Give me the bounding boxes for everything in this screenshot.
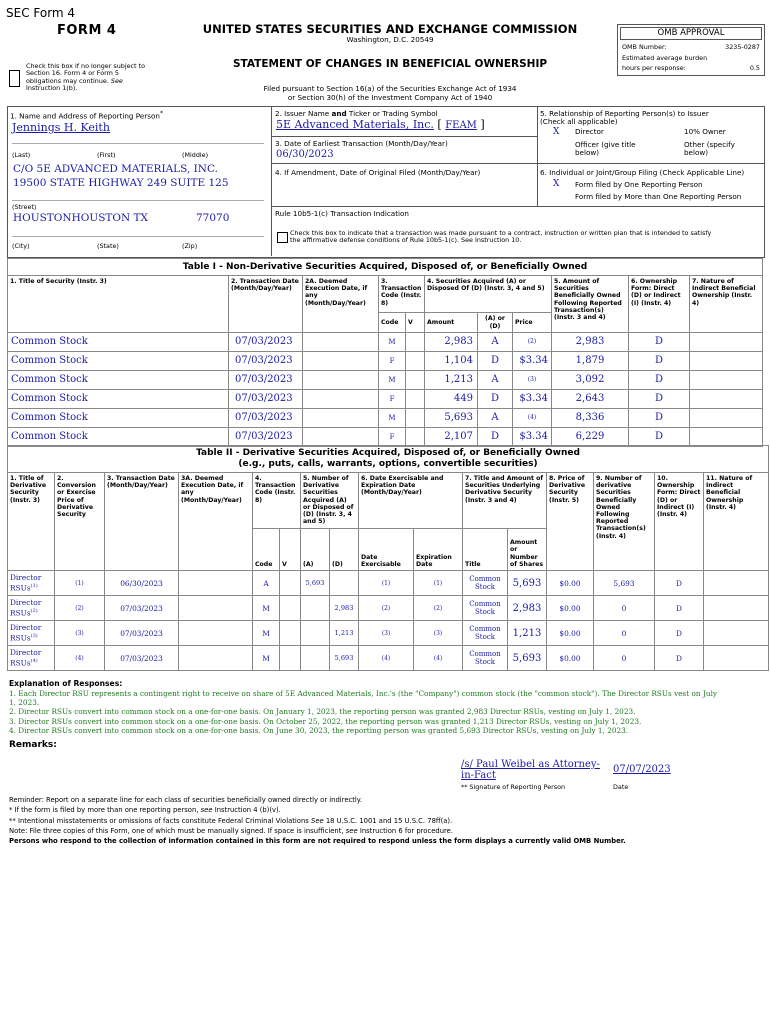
t1-price-cell: $3.34	[513, 352, 552, 371]
t2-sub-v: V	[280, 529, 301, 571]
t1-amount-cell: 2,107	[425, 428, 478, 447]
t1-sub-code: Code	[379, 313, 406, 333]
t1-h7: 7. Nature of Indirect Beneficial Ownership (Instr. 4)	[690, 276, 763, 333]
t1-nature-cell	[690, 371, 763, 390]
t2-code-cell: M	[253, 646, 280, 671]
t1-deemed-cell	[303, 371, 379, 390]
t2-a-cell	[301, 621, 330, 646]
t1-h2a: 2A. Deemed Execution Date, if any (Month/Day/Year)	[303, 276, 379, 333]
t1-price-cell: (3)	[513, 371, 552, 390]
t2-shares-cell: 5,693	[508, 646, 547, 671]
t1-date-cell: 07/03/2023	[229, 428, 303, 447]
t2-a-cell	[301, 596, 330, 621]
t1-ad-cell: D	[478, 390, 513, 409]
t1-sub-v: V	[406, 313, 425, 333]
t2-conv-cell: (2)	[55, 596, 105, 621]
t2-v-cell	[280, 596, 301, 621]
t2-sub-a: (A)	[301, 529, 330, 571]
t2-ut-cell	[463, 646, 508, 671]
reporting-person-name[interactable]: Jennings H. Keith	[12, 121, 110, 134]
t2-de-cell: (2)	[359, 596, 414, 621]
t2-nature-cell	[704, 596, 769, 621]
t1-price-cell: $3.34	[513, 390, 552, 409]
t2-h1: 1. Title of Derivative Security (Instr. 3)	[8, 473, 55, 571]
table2-row	[8, 596, 769, 621]
t2-owned-cell: 0	[594, 596, 655, 621]
t1-title-cell: Common Stock	[8, 371, 229, 390]
t1-v-cell	[406, 409, 425, 428]
rule-checkbox[interactable]	[277, 232, 288, 243]
t2-h10: 10. Ownership Form: Direct (D) or Indirect (I) (Instr. 4)	[655, 473, 704, 571]
t2-ut-line1: Common	[469, 575, 501, 583]
omb-burden-value: 0.5	[749, 64, 760, 72]
more-person-label: Form filed by More than One Reporting Person	[575, 192, 742, 201]
t2-de-cell: (1)	[359, 571, 414, 596]
other-label: Other (specify below)	[684, 140, 735, 158]
signature-date: 07/07/2023	[613, 764, 671, 775]
t1-h3: 3. Transaction Code (Instr. 8)	[379, 276, 425, 313]
explanation-notes	[9, 690, 761, 736]
t1-form-cell: D	[629, 333, 690, 352]
t2-ed-cell: (3)	[414, 621, 463, 646]
table2-row	[8, 571, 769, 596]
t1-v-cell	[406, 390, 425, 409]
t2-owned-cell: 0	[594, 621, 655, 646]
table2-title: Table II - Derivative Securities Acquired, Disposed of, or Beneficially Owned (e.g., puts, calls, warrants, options, convertible securities)	[8, 446, 769, 473]
footer-note: Note: File three copies of this Form, one of which must be manually signed. If space is insufficient, see Instruction 6 for procedure.	[9, 826, 453, 835]
officer-label: Officer (give title below)	[575, 140, 636, 158]
t1-ad-cell: D	[478, 428, 513, 447]
t1-nature-cell	[690, 428, 763, 447]
t2-ut-cell	[463, 571, 508, 596]
t1-h1: 1. Title of Security (Instr. 3)	[8, 276, 229, 333]
t2-price-cell: $0.00	[547, 596, 594, 621]
t1-date-cell: 07/03/2023	[229, 352, 303, 371]
footer-omb-notice: Persons who respond to the collection of information contained in this form are not required to respond unless the form displays a currently valid OMB Number.	[9, 837, 626, 846]
t2-date-cell: 07/03/2023	[105, 596, 179, 621]
omb-approval-box	[617, 24, 765, 76]
t2-deemed-cell	[179, 596, 253, 621]
t1-title-cell: Common Stock	[8, 352, 229, 371]
signature-label: ** Signature of Reporting Person	[461, 783, 566, 791]
t2-ed-cell: (2)	[414, 596, 463, 621]
t1-title-cell: Common Stock	[8, 333, 229, 352]
address-zip: 77070	[196, 212, 230, 224]
t1-owned-cell: 2,983	[552, 333, 629, 352]
omb-number-label: OMB Number:	[622, 43, 667, 51]
t2-title-line1: Director	[10, 648, 42, 658]
middle-label: (Middle)	[182, 151, 209, 159]
t2-ed-cell: (1)	[414, 571, 463, 596]
remarks-label: Remarks:	[9, 740, 57, 750]
t1-deemed-cell	[303, 390, 379, 409]
last-label: (Last)	[12, 151, 31, 159]
t2-title-cell	[8, 646, 55, 671]
t2-de-cell: (4)	[359, 646, 414, 671]
t1-sub-ad: (A) or (D)	[478, 313, 513, 333]
director-check: X	[553, 127, 560, 137]
t2-sub-ed: Expiration Date	[414, 529, 463, 571]
filed-pursuant-2: or Section 30(h) of the Investment Company Act of 1940	[287, 93, 493, 102]
box1-label: 1. Name and Address of Reporting Person*	[10, 110, 163, 121]
t2-h6: 6. Date Exercisable and Expiration Date (Month/Day/Year)	[359, 473, 463, 529]
box4-label: 4. If Amendment, Date of Original Filed (Month/Day/Year)	[275, 168, 481, 177]
t2-owned-cell: 0	[594, 646, 655, 671]
table-2	[7, 445, 769, 671]
t2-d-cell: 1,213	[330, 621, 359, 646]
t2-d-cell: 5,693	[330, 646, 359, 671]
t2-de-cell: (3)	[359, 621, 414, 646]
t2-price-cell: $0.00	[547, 571, 594, 596]
t1-date-cell: 07/03/2023	[229, 409, 303, 428]
t2-title-line2: RSUs	[10, 658, 31, 668]
zip-label: (Zip)	[182, 242, 198, 250]
t2-ut-line2: Stock	[475, 633, 495, 641]
t1-owned-cell: 2,643	[552, 390, 629, 409]
t1-amount-cell: 1,104	[425, 352, 478, 371]
t2-sub-d: (D)	[330, 529, 359, 571]
t2-title-footnote: (4)	[30, 658, 38, 665]
t2-ut-line2: Stock	[475, 608, 495, 616]
earliest-transaction-date: 06/30/2023	[276, 149, 334, 160]
signature-name: /s/ Paul Weibel as Attorney- in-Fact	[461, 759, 600, 781]
t1-v-cell	[406, 371, 425, 390]
one-person-label: Form filed by One Reporting Person	[575, 180, 703, 189]
t1-code-cell: M	[379, 371, 406, 390]
table1-title: Table I - Non-Derivative Securities Acquired, Disposed of, or Beneficially Owned	[8, 259, 763, 276]
t1-amount-cell: 449	[425, 390, 478, 409]
box6-label: 6. Individual or Joint/Group Filing (Check Applicable Line)	[540, 168, 745, 177]
t2-shares-cell: 5,693	[508, 571, 547, 596]
t2-code-cell: M	[253, 621, 280, 646]
issuer-line: 5E Advanced Materials, Inc. [ FEAM ]	[276, 118, 485, 131]
t2-title-line1: Director	[10, 573, 42, 583]
t1-owned-cell: 1,879	[552, 352, 629, 371]
t2-v-cell	[280, 646, 301, 671]
first-label: (First)	[97, 151, 116, 159]
rule-text: Check this box to indicate that a transaction was made pursuant to a contract, instruction or written plan that is intended to satisfy the affirmative defense conditions of Rule 10b5-1(c). See Instruction 10.	[290, 229, 712, 245]
t1-code-cell: F	[379, 352, 406, 371]
address-line-1: C/O 5E ADVANCED MATERIALS, INC.	[13, 163, 218, 175]
t1-sub-price: Price	[513, 313, 552, 333]
t2-h7: 7. Title and Amount of Securities Underlying Derivative Security (Instr. 3 and 4)	[463, 473, 547, 529]
t2-h3: 3. Transaction Date (Month/Day/Year)	[105, 473, 179, 571]
state-label: (State)	[97, 242, 119, 250]
t1-deemed-cell	[303, 409, 379, 428]
t2-form-cell: D	[655, 621, 704, 646]
t2-price-cell: $0.00	[547, 621, 594, 646]
t1-code-cell: F	[379, 390, 406, 409]
t1-amount-cell: 5,693	[425, 409, 478, 428]
table2-row	[8, 646, 769, 671]
t2-deemed-cell	[179, 571, 253, 596]
t1-form-cell: D	[629, 428, 690, 447]
issuer-ticker[interactable]: FEAM	[445, 120, 477, 131]
box3-label: 3. Date of Earliest Transaction (Month/Day/Year)	[275, 139, 448, 148]
t2-form-cell: D	[655, 571, 704, 596]
t2-ut-line2: Stock	[475, 583, 495, 591]
t2-title-cell	[8, 621, 55, 646]
t2-d-cell: 2,983	[330, 596, 359, 621]
director-label: Director	[575, 127, 604, 136]
t1-price-cell: (2)	[513, 333, 552, 352]
t2-sub-de: Date Exercisable	[359, 529, 414, 571]
t1-title-cell: Common Stock	[8, 390, 229, 409]
t1-nature-cell	[690, 333, 763, 352]
t2-form-cell: D	[655, 596, 704, 621]
t2-ut-cell	[463, 621, 508, 646]
footnote-3: 3. Director RSUs convert into common stock on a one-for-one basis. On October 25, 2022, the reporting person was granted 1,213 Director RSUs, vesting on July 1, 2023.	[9, 716, 642, 726]
t1-date-cell: 07/03/2023	[229, 333, 303, 352]
t1-title-cell: Common Stock	[8, 428, 229, 447]
t2-price-cell: $0.00	[547, 646, 594, 671]
t2-h8: 8. Price of Derivative Security (Instr. 5)	[547, 473, 594, 571]
t2-date-cell: 07/03/2023	[105, 646, 179, 671]
t1-code-cell: F	[379, 428, 406, 447]
footnote-4: 4. Director RSUs convert into common stock on a one-for-one basis. On June 30, 2023, the reporting person was granted 5,693 Director RSUs, vesting on July 1, 2023.	[9, 726, 629, 736]
t1-deemed-cell	[303, 333, 379, 352]
t1-nature-cell	[690, 352, 763, 371]
t1-title-cell: Common Stock	[8, 409, 229, 428]
t1-price-cell: (4)	[513, 409, 552, 428]
table-1	[7, 258, 763, 447]
table1-row	[8, 371, 763, 390]
table2-row	[8, 621, 769, 646]
t2-nature-cell	[704, 571, 769, 596]
footnote-1: 1. Each Director RSU represents a contingent right to receive on share of 5E Advanced Materials, Inc.'s (the "Company") common stock (the "common stock"). The Director RSUs vest on July	[9, 689, 718, 698]
t1-h2: 2. Transaction Date (Month/Day/Year)	[229, 276, 303, 333]
t2-nature-cell	[704, 646, 769, 671]
t1-amount-cell: 1,213	[425, 371, 478, 390]
t1-code-cell: M	[379, 409, 406, 428]
form-title: FORM 4	[57, 23, 117, 38]
t2-h2: 2. Conversion or Exercise Price of Derivative Security	[55, 473, 105, 571]
t2-title-cell	[8, 596, 55, 621]
filed-pursuant-1: Filed pursuant to Section 16(a) of the Securities Exchange Act of 1934	[263, 84, 517, 93]
t2-owned-cell: 5,693	[594, 571, 655, 596]
t2-title-cell	[8, 571, 55, 596]
t1-sub-amount: Amount	[425, 313, 478, 333]
t2-h5: 5. Number of Derivative Securities Acquired (A) or Disposed of (D) (Instr. 3, 4 and 5)	[301, 473, 359, 529]
t1-v-cell	[406, 352, 425, 371]
footer-multiple: * If the form is filed by more than one reporting person, see Instruction 4 (b)(v).	[9, 806, 281, 815]
t1-h6: 6. Ownership Form: Direct (D) or Indirect (I) (Instr. 4)	[629, 276, 690, 333]
t2-form-cell: D	[655, 646, 704, 671]
ten-percent-label: 10% Owner	[684, 127, 726, 136]
t1-owned-cell: 3,092	[552, 371, 629, 390]
omb-number: 3235-0287	[725, 43, 760, 51]
t1-owned-cell: 6,229	[552, 428, 629, 447]
t1-owned-cell: 8,336	[552, 409, 629, 428]
t2-date-cell: 06/30/2023	[105, 571, 179, 596]
t2-h11: 11. Nature of Indirect Beneficial Ownership (Instr. 4)	[704, 473, 769, 571]
issuer-name[interactable]: 5E Advanced Materials, Inc.	[276, 118, 434, 131]
t2-title-line1: Director	[10, 623, 42, 633]
t2-title-line2: RSUs	[10, 583, 31, 593]
t2-a-cell: 5,693	[301, 571, 330, 596]
one-person-check: X	[553, 179, 560, 189]
checkbox-note: Check this box if no longer subject to Section 16. Form 4 or Form 5 obligations may continue. See Instruction 1(b).	[26, 62, 146, 93]
t1-deemed-cell	[303, 428, 379, 447]
t1-date-cell: 07/03/2023	[229, 390, 303, 409]
t1-ad-cell: A	[478, 333, 513, 352]
t2-conv-cell: (1)	[55, 571, 105, 596]
signature-date-label: Date	[613, 783, 629, 791]
t1-h5: 5. Amount of Securities Beneficially Owned Following Reported Transaction(s) (Instr. 3 and 4)	[552, 276, 629, 333]
t1-date-cell: 07/03/2023	[229, 371, 303, 390]
t2-sub-title: Title	[463, 529, 508, 571]
t2-date-cell: 07/03/2023	[105, 621, 179, 646]
t2-ut-cell	[463, 596, 508, 621]
t2-deemed-cell	[179, 646, 253, 671]
address-city: HOUSTONHOUSTON TX	[13, 212, 149, 224]
agency-title: UNITED STATES SECURITIES AND EXCHANGE COMMISSION	[202, 22, 578, 36]
t1-form-cell: D	[629, 409, 690, 428]
t1-deemed-cell	[303, 352, 379, 371]
table1-row	[8, 352, 763, 371]
t1-nature-cell	[690, 390, 763, 409]
t1-v-cell	[406, 428, 425, 447]
t2-title-footnote: (2)	[30, 608, 38, 615]
t2-sub-amt: Amount or Number of Shares	[508, 529, 547, 571]
t1-price-cell: $3.34	[513, 428, 552, 447]
t2-ut-line1: Common	[469, 650, 501, 658]
t2-shares-cell: 1,213	[508, 621, 547, 646]
city-label: (City)	[12, 242, 30, 250]
t2-title-line2: RSUs	[10, 608, 31, 618]
t2-d-cell	[330, 571, 359, 596]
box5-label: 5. Relationship of Reporting Person(s) to Issuer (Check all applicable)	[540, 109, 709, 127]
t2-ut-line2: Stock	[475, 658, 495, 666]
t2-sub-code: Code	[253, 529, 280, 571]
t2-title-line2: RSUs	[10, 633, 31, 643]
t1-ad-cell: D	[478, 352, 513, 371]
street-label: (Street)	[12, 203, 37, 211]
table1-row	[8, 428, 763, 447]
table1-row	[8, 390, 763, 409]
t2-nature-cell	[704, 621, 769, 646]
t2-h3a: 3A. Deemed Execution Date, if any (Month/Day/Year)	[179, 473, 253, 571]
agency-city: Washington, D.C. 20549	[346, 35, 434, 44]
omb-burden-label: Estimated average burden	[622, 54, 708, 62]
t2-shares-cell: 2,983	[508, 596, 547, 621]
rule-label: Rule 10b5-1(c) Transaction Indication	[275, 209, 409, 218]
t2-title-footnote: (1)	[30, 583, 38, 590]
t1-h4: 4. Securities Acquired (A) or Disposed Of (D) (Instr. 3, 4 and 5)	[425, 276, 552, 313]
omb-title: OMB APPROVAL	[620, 27, 762, 40]
t2-a-cell	[301, 646, 330, 671]
t1-v-cell	[406, 333, 425, 352]
t2-v-cell	[280, 571, 301, 596]
t1-form-cell: D	[629, 371, 690, 390]
t2-h9: 9. Number of derivative Securities Beneficially Owned Following Reported Transaction(s) (Instr. 4)	[594, 473, 655, 571]
footnote-1-cont: 1, 2023.	[9, 697, 40, 707]
t2-ut-line1: Common	[469, 600, 501, 608]
footer	[9, 795, 764, 846]
footnote-2: 2. Director RSUs convert into common stock on a one-for-one basis. On January 1, 2023, the reporting person was granted 2,983 Director RSUs, vesting on July 1, 2023.	[9, 707, 636, 717]
section16-checkbox[interactable]	[9, 70, 20, 87]
explanation-title: Explanation of Responses:	[9, 679, 123, 688]
table1-row	[8, 409, 763, 428]
t1-form-cell: D	[629, 390, 690, 409]
omb-hours-label: hours per response:	[622, 64, 686, 72]
footer-misstatements: ** Intentional misstatements or omissions of facts constitute Federal Criminal Violations See 18 U.S.C. 1001 and 15 U.S.C. 78ff(a).	[9, 816, 453, 825]
table1-row	[8, 333, 763, 352]
t1-ad-cell: A	[478, 409, 513, 428]
t2-ed-cell: (4)	[414, 646, 463, 671]
t2-title-line1: Director	[10, 598, 42, 608]
t2-conv-cell: (3)	[55, 621, 105, 646]
t2-code-cell: A	[253, 571, 280, 596]
t1-amount-cell: 2,983	[425, 333, 478, 352]
t2-ut-line1: Common	[469, 625, 501, 633]
t2-title-footnote: (3)	[30, 633, 38, 640]
statement-title: STATEMENT OF CHANGES IN BENEFICIAL OWNERSHIP	[232, 58, 548, 70]
doc-label: SEC Form 4	[6, 6, 76, 20]
t1-nature-cell	[690, 409, 763, 428]
t1-form-cell: D	[629, 352, 690, 371]
address-line-2: 19500 STATE HIGHWAY 249 SUITE 125	[13, 177, 229, 189]
t2-h4: 4. Transaction Code (Instr. 8)	[253, 473, 301, 529]
footer-reminder: Reminder: Report on a separate line for each class of securities beneficially owned directly or indirectly.	[9, 796, 363, 804]
t2-code-cell: M	[253, 596, 280, 621]
t2-conv-cell: (4)	[55, 646, 105, 671]
t2-deemed-cell	[179, 621, 253, 646]
t2-v-cell	[280, 621, 301, 646]
t1-ad-cell: A	[478, 371, 513, 390]
box2-label: 2. Issuer Name and Ticker or Trading Symbol	[275, 109, 438, 118]
t1-code-cell: M	[379, 333, 406, 352]
